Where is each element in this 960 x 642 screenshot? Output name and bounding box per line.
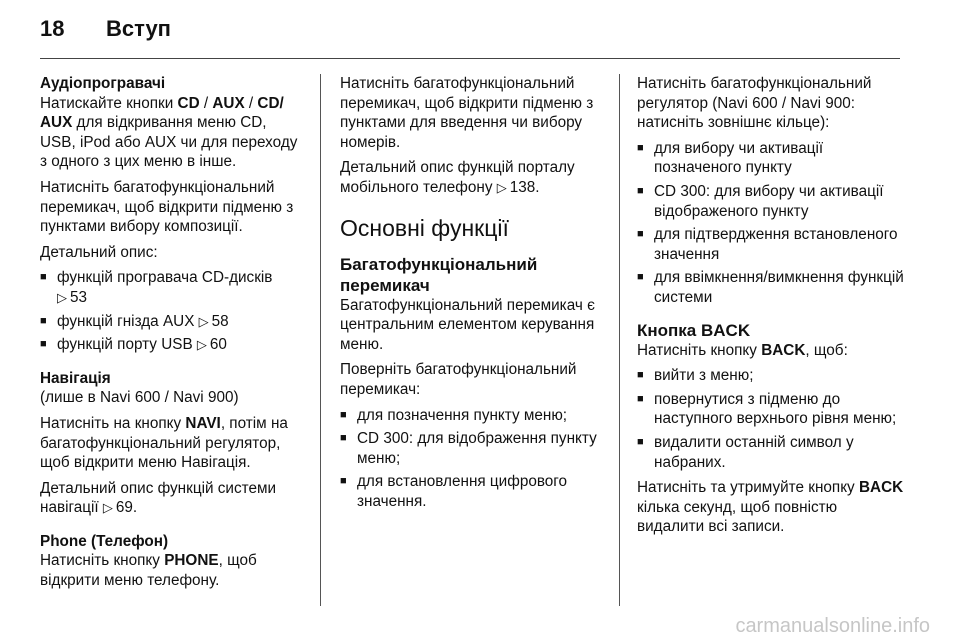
audio-heading: Аудіопрогравачі [40,75,166,92]
main-functions-heading: Основні функції [340,214,509,241]
navi-paragraph-1: Натисніть на кнопку NAVI, потім на багатофункціональний регулятор, щоб відкрити меню Навігація. [40,414,288,472]
page-ref-arrow-icon: ▷ [196,337,207,353]
navi-button-label: NAVI [185,414,221,432]
header-rule [40,58,900,59]
page-ref[interactable]: 53 [70,288,88,306]
phone-heading: Phone (Телефон) [40,532,169,550]
column-divider-1 [320,74,321,606]
page-ref[interactable]: 60 [209,336,227,354]
phone-button-label: PHONE [164,552,219,570]
back-list [637,366,907,472]
audio-paragraph-1: Натискайте кнопки CD / AUX / CD/ AUX для відкривання меню CD, USB, iPod або AUX чи для переходу з одного з цих меню в інше. [40,94,298,171]
navi-subheading: (лише в Navi 600 / Navi 900) [40,389,239,407]
audio-paragraph-2: Натисніть багатофункціональний перемикач, щоб відкрити підменю з пунктами вибору композиції. [40,178,294,236]
rotate-list [340,406,608,512]
col2-paragraph-4: Поверніть багатофункціональний перемикач: [340,361,577,398]
column-3 [637,74,907,543]
col3-paragraph-1: Натисніть багатофункціональний регулятор (Navi 600 / Navi 900: натисніть зовнішнє кільце): [637,75,872,132]
list-item: ■ CD 300: для вибору чи активації відображеного пункту [637,182,907,221]
page-ref-arrow-icon: ▷ [102,500,113,516]
list-item: ■ функцій гнізда AUX ▷ 58 [40,312,306,332]
back-button-heading: Кнопка BACK [637,320,751,340]
col3-paragraph-3: Натисніть та утримуйте кнопку BACK кілька секунд, щоб повністю видалити всі записи. [637,479,904,536]
audio-list [40,268,306,354]
col2-paragraph-1: Натисніть багатофункціональний перемикач, щоб відкрити підменю з пунктами для введення чи вибору номерів. [340,75,594,151]
page-title: Вступ [106,16,171,41]
page-number: 18 [40,16,65,41]
navi-paragraph-2: Детальний опис функцій системи навігації ▷ 69. [40,479,277,517]
column-2 [340,74,608,518]
list-item: ■ функцій програвача CD-дисків ▷ 53 [40,268,306,307]
back-button-label: BACK [761,341,806,359]
watermark: carmanualsonline.info [735,615,930,637]
page-ref[interactable]: 69. [115,499,138,517]
cd-aux-button-label: CD/ AUX [40,94,284,132]
multifunction-knob-heading: Багатофункціональний перемикач [340,254,538,295]
col3-paragraph-2: Натисніть кнопку BACK, щоб: [637,341,848,359]
page-header [40,16,171,56]
cd-button-label: CD [177,94,200,112]
list-item: ■ вийти з меню; [637,366,907,386]
aux-button-label: AUX [212,94,245,112]
list-item: ■ видалити останній символ у набраних. [637,433,907,472]
column-1 [40,74,306,597]
list-item: ■ для вибору чи активації позначеного пункту [637,139,907,178]
page-ref-arrow-icon: ▷ [198,313,209,329]
list-item: ■ для позначення пункту меню; [340,406,608,426]
list-item: ■ CD 300: для відображення пункту меню; [340,429,608,468]
page-ref-arrow-icon: ▷ [57,289,67,305]
press-list [637,139,907,308]
audio-paragraph-3: Детальний опис: [40,243,158,261]
navi-heading: Навігація [40,369,111,387]
col2-paragraph-3: Багатофункціональний перемикач є центральним елементом керування меню. [340,296,595,353]
page-ref[interactable]: 58 [211,312,229,330]
phone-paragraph: Натисніть кнопку PHONE, щоб відкрити меню телефону. [40,552,257,590]
back-button-label-2: BACK [858,479,904,497]
col2-paragraph-2: Детальний опис функцій порталу мобільного телефону ▷ 138. [340,159,575,196]
list-item: ■ функцій порту USB ▷ 60 [40,335,306,355]
column-divider-2 [619,74,620,606]
page-ref[interactable]: 138. [509,178,540,196]
page-ref-arrow-icon: ▷ [496,179,507,195]
list-item: ■ для встановлення цифрового значення. [340,472,608,511]
list-item: ■ повернутися з підменю до наступного верхнього рівня меню; [637,390,907,429]
list-item: ■ для підтвердження встановленого значення [637,225,907,264]
list-item: ■ для ввімкнення/вимкнення функцій системи [637,268,907,307]
